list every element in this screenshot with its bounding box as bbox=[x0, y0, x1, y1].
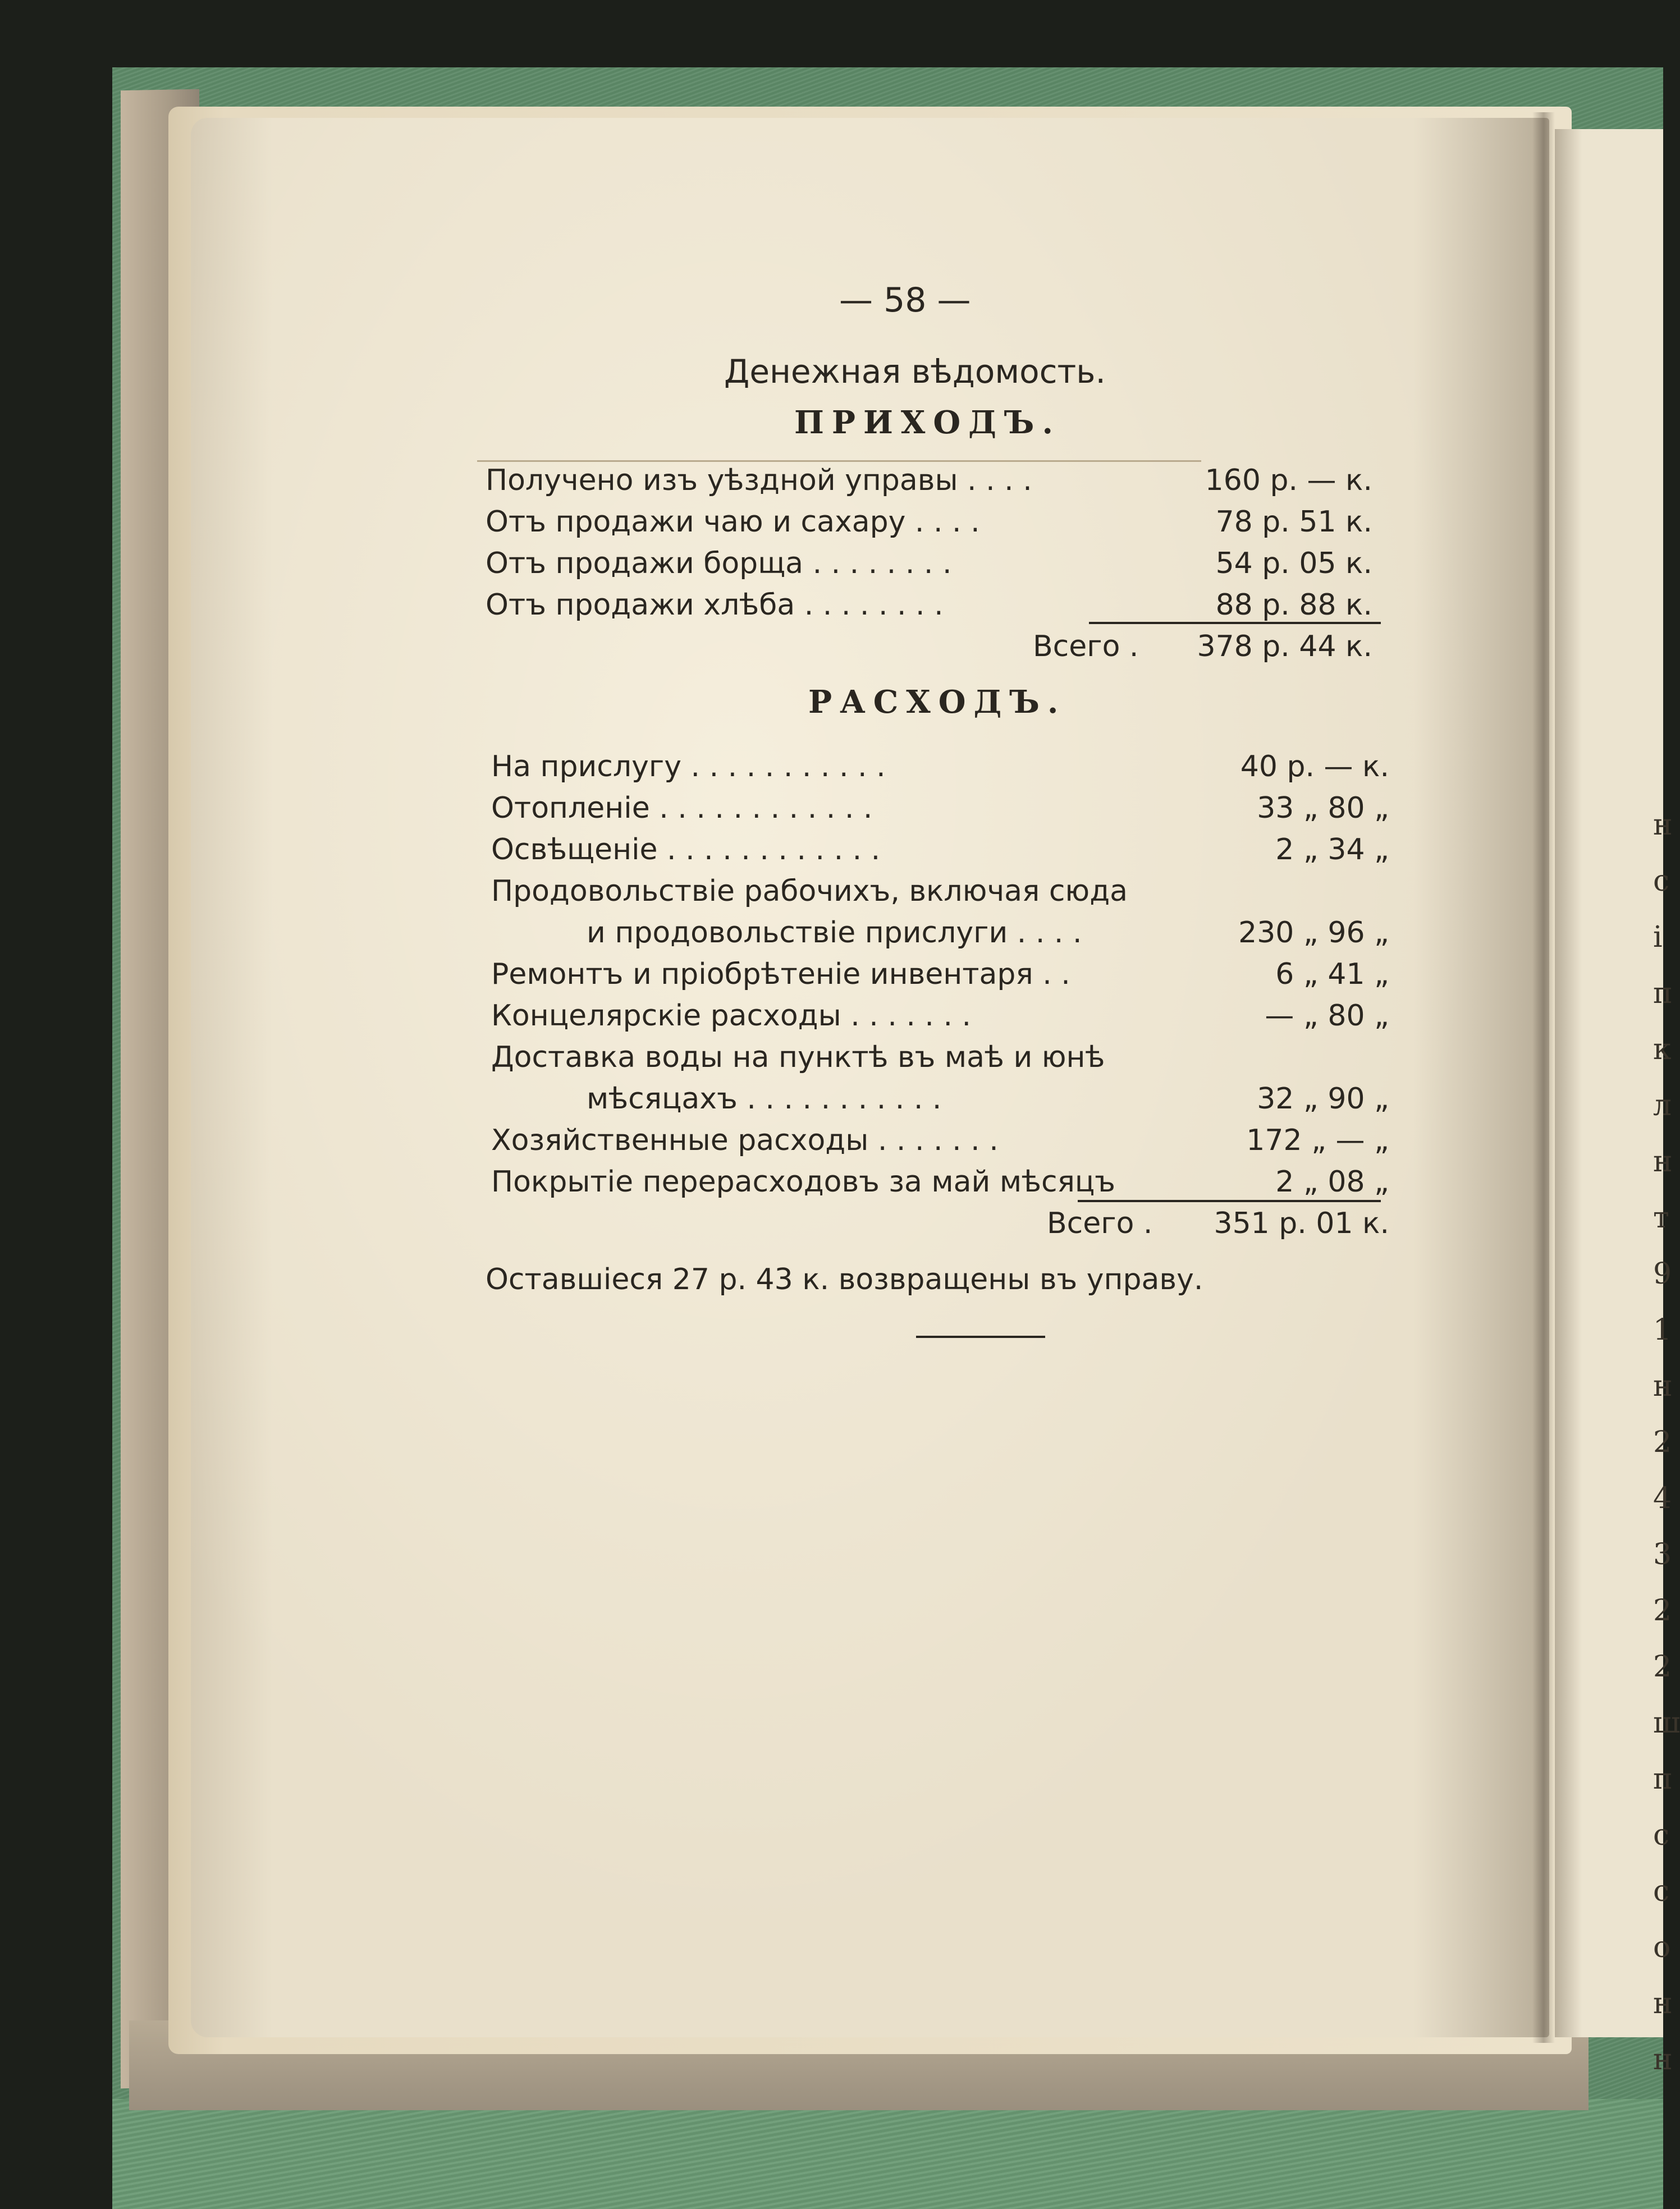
row-amount: 78 р. 51 к. bbox=[1215, 505, 1372, 539]
next-page-letter: н bbox=[1653, 2043, 1673, 2077]
next-page-letter: 2 bbox=[1653, 1594, 1672, 1628]
next-page-letter: к bbox=[1653, 1033, 1672, 1066]
row-amount: 6 „ 41 „ bbox=[1275, 957, 1389, 991]
next-page-letter: н bbox=[1653, 1369, 1673, 1403]
row-label: Доставка воды на пунктѣ въ маѣ и юнѣ bbox=[491, 1041, 1105, 1074]
next-page-letter: о bbox=[1653, 1931, 1671, 1964]
next-page-letter: ш bbox=[1653, 1706, 1680, 1740]
header-rule bbox=[477, 460, 1201, 462]
row-label: Отъ продажи борща . . . . . . . . bbox=[486, 547, 952, 580]
row-amount: 230 „ 96 „ bbox=[1238, 916, 1389, 950]
next-page-letter: 1 bbox=[1653, 1313, 1672, 1347]
next-page-letter: 4 bbox=[1653, 1482, 1672, 1515]
next-page-letter: 2 bbox=[1653, 1426, 1672, 1459]
next-page-letter: н bbox=[1653, 1987, 1673, 2020]
row-label: Отъ продажи чаю и сахару . . . . bbox=[486, 505, 980, 539]
closing-rule bbox=[916, 1336, 1045, 1338]
next-page-letter: п bbox=[1653, 1762, 1673, 1796]
next-page-letter: с bbox=[1653, 864, 1670, 898]
row-amount: 33 „ 80 „ bbox=[1257, 791, 1389, 825]
next-page-letter: і bbox=[1653, 920, 1663, 954]
row-label: и продовольствіе прислуги . . . . bbox=[587, 916, 1082, 950]
row-label: Концелярскіе расходы . . . . . . . bbox=[491, 999, 972, 1033]
expense-heading: РАСХОДЪ. bbox=[808, 684, 1066, 721]
page-title: Денежная вѣдомость. bbox=[724, 352, 1106, 391]
row-label: Ремонтъ и пріобрѣтеніе инвентаря . . bbox=[491, 957, 1070, 991]
next-page-letter: с bbox=[1653, 1875, 1670, 1908]
row-label: Покрытіе перерасходовъ за май мѣсяцъ bbox=[491, 1165, 1116, 1199]
total-amount: 351 р. 01 к. bbox=[1214, 1207, 1389, 1240]
row-label: Освѣщеніе . . . . . . . . . . . . bbox=[491, 833, 881, 867]
row-amount: — „ 80 „ bbox=[1265, 999, 1389, 1033]
total-amount: 378 р. 44 к. bbox=[1197, 630, 1372, 663]
next-page-letter: л bbox=[1653, 1089, 1672, 1122]
row-amount: 160 р. — к. bbox=[1205, 464, 1372, 497]
sum-line bbox=[1089, 622, 1381, 624]
remainder-note: Оставшіеся 27 р. 43 к. возвращены въ управу. bbox=[486, 1263, 1203, 1296]
next-page-letter: н bbox=[1653, 1145, 1673, 1179]
next-page-letter: н bbox=[1653, 808, 1673, 842]
next-page-letter: 9 bbox=[1653, 1257, 1672, 1291]
row-label: Получено изъ уѣздной управы . . . . bbox=[486, 464, 1032, 497]
row-amount: 172 „ — „ bbox=[1246, 1124, 1389, 1157]
row-label: Отопленіе . . . . . . . . . . . . bbox=[491, 791, 873, 825]
next-page-letter: 2 bbox=[1653, 1650, 1672, 1684]
row-label: Продовольствіе рабочихъ, включая сюда bbox=[491, 874, 1128, 908]
row-label: мѣсяцахъ . . . . . . . . . . . bbox=[587, 1082, 942, 1116]
sum-line bbox=[1078, 1200, 1381, 1202]
row-amount: 54 р. 05 к. bbox=[1215, 547, 1372, 580]
book-cover-bottom bbox=[112, 2099, 1663, 2209]
total-label: Всего . bbox=[1033, 630, 1139, 663]
row-amount: 2 „ 34 „ bbox=[1275, 833, 1389, 867]
next-page-letter: 3 bbox=[1653, 1538, 1672, 1571]
total-label: Всего . bbox=[1047, 1207, 1153, 1240]
next-page bbox=[1555, 129, 1680, 2077]
row-amount: 88 р. 88 к. bbox=[1215, 588, 1372, 622]
book-gutter bbox=[1532, 112, 1555, 2043]
next-page-letter: т bbox=[1653, 1201, 1669, 1235]
row-label: Отъ продажи хлѣба . . . . . . . . bbox=[486, 588, 944, 622]
row-amount: 40 р. — к. bbox=[1240, 750, 1389, 783]
next-page-letter: с bbox=[1653, 1818, 1670, 1852]
row-label: Хозяйственные расходы . . . . . . . bbox=[491, 1124, 999, 1157]
row-amount: 2 „ 08 „ bbox=[1275, 1165, 1389, 1199]
row-amount: 32 „ 90 „ bbox=[1257, 1082, 1389, 1116]
next-page-letter: п bbox=[1653, 977, 1673, 1010]
income-heading: ПРИХОДЪ. bbox=[794, 404, 1061, 441]
row-label: На прислугу . . . . . . . . . . . bbox=[491, 750, 886, 783]
page-number: — 58 — bbox=[839, 281, 971, 320]
